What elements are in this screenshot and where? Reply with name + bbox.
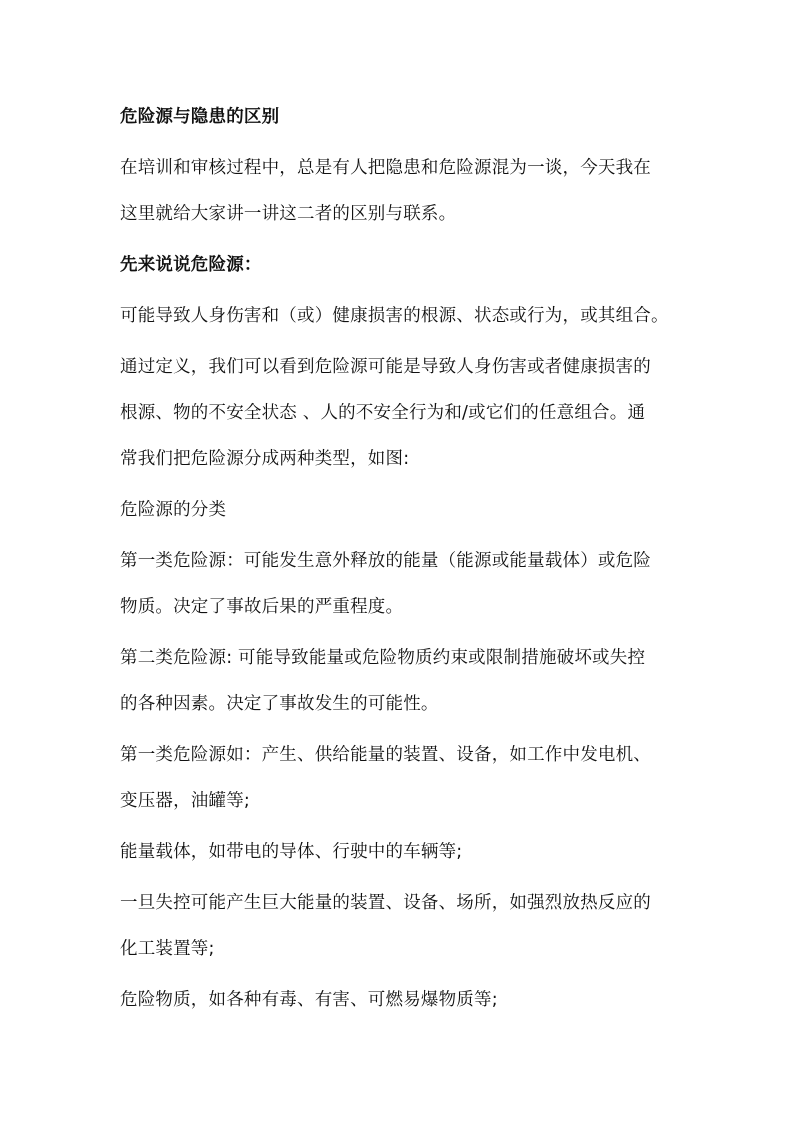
example1-line-1: 第一类危险源如：产生、供给能量的装置、设备，如工作中发电机、 — [120, 745, 651, 765]
explanation-line-3: 常我们把危险源分成两种类型，如图: — [120, 449, 410, 469]
example2-paragraph: 能量载体，如带电的导体、行驶中的车辆等; — [120, 842, 463, 862]
explanation-line-1: 通过定义，我们可以看到危险源可能是导致人身伤害或者健康损害的 — [120, 357, 651, 377]
example1-line-2: 变压器，油罐等; — [120, 791, 250, 811]
example3-line-2: 化工装置等; — [120, 939, 215, 959]
type1-line-2: 物质。决定了事故后果的严重程度。 — [120, 597, 404, 617]
example3-line-1: 一旦失控可能产生巨大能量的装置、设备、场所，如强烈放热反应的 — [120, 893, 651, 913]
classification-heading: 危险源的分类 — [120, 500, 227, 520]
type2-line-2: 的各种因素。决定了事故发生的可能性。 — [120, 694, 439, 714]
explanation-line-2: 根源、物的不安全状态 、人的不安全行为和/或它们的任意组合。通 — [120, 403, 646, 423]
intro-paragraph-line-1: 在培训和审核过程中，总是有人把隐患和危险源混为一谈，今天我在 — [120, 158, 651, 178]
section-heading: 先来说说危险源： — [120, 255, 262, 275]
type1-line-1: 第一类危险源：可能发生意外释放的能量（能源或能量载体）或危险 — [120, 551, 651, 571]
intro-paragraph-line-2: 这里就给大家讲一讲这二者的区别与联系。 — [120, 204, 457, 224]
example4-paragraph: 危险物质，如各种有毒、有害、可燃易爆物质等; — [120, 990, 498, 1010]
type2-line-1: 第二类危险源: 可能导致能量或危险物质约束或限制措施破坏或失控 — [120, 648, 646, 668]
document-title: 危险源与隐患的区别 — [120, 107, 280, 127]
definition-paragraph: 可能导致人身伤害和（或）健康损害的根源、状态或行为，或其组合。 — [120, 306, 669, 326]
